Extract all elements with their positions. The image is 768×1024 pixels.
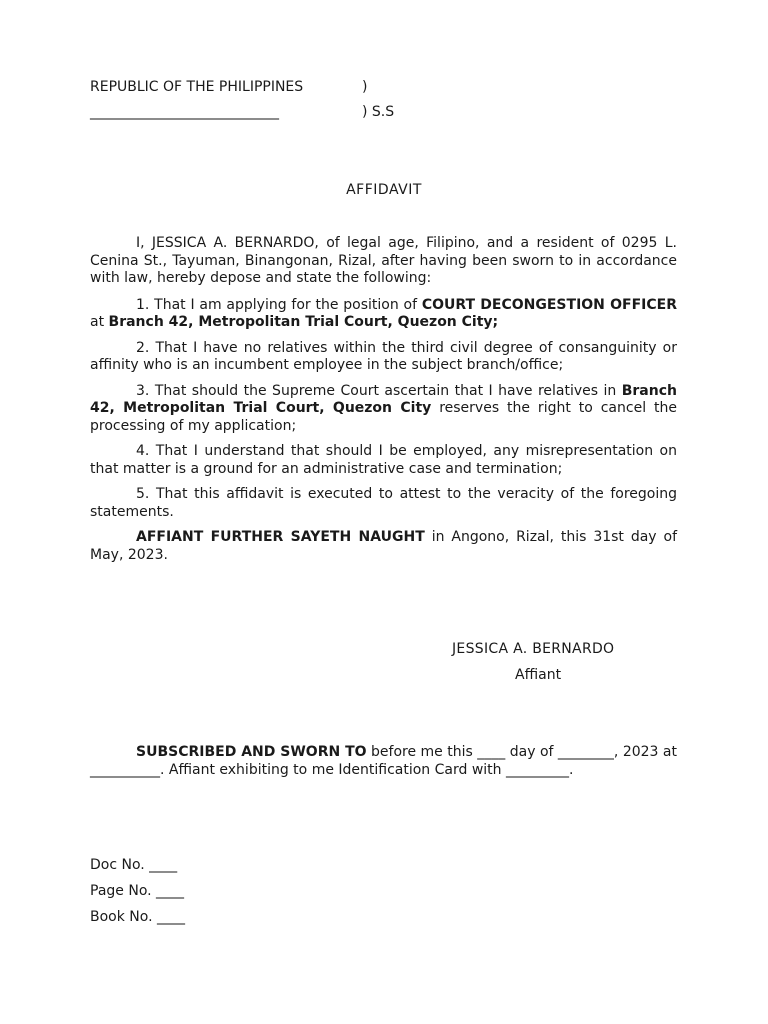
ss-marker: ) S.S	[362, 104, 395, 120]
item-5: 5. That this affidavit is executed to attest to the veracity of the foregoing statements.	[90, 486, 677, 520]
item-1: 1. That I am applying for the position of COURT DECONGESTION OFFICER at Branch 42, Metropolitan Trial Court, Quezon City;	[90, 296, 677, 330]
jurat-block	[90, 744, 677, 779]
document-title: AFFIDAVIT	[346, 182, 422, 198]
item-3: 3. That should the Supreme Court ascertain that I have relatives in Branch 42, Metropolitan Trial Court, Quezon City reserves the right to cancel the processing of my application;	[90, 382, 677, 434]
jurat-paragraph: SUBSCRIBED AND SWORN TO before me this ____ day of ________, 2023 at __________. Affiant exhibiting to me Identification Card with _________.	[90, 744, 677, 778]
affidavit-body	[90, 235, 677, 564]
closing-paragraph: AFFIANT FURTHER SAYETH NAUGHT in Angono, Rizal, this 31st day of May, 2023.	[90, 529, 677, 563]
affiant-label: Affiant	[515, 667, 562, 683]
header-paren: )	[362, 79, 368, 95]
item-2: 2. That I have no relatives within the third civil degree of consanguinity or affinity who is an incumbent employee in the subject branch/office;	[90, 339, 677, 373]
page-number: Page No. ____	[90, 883, 185, 899]
venue-blank-line: ___________________________	[90, 104, 279, 120]
book-number: Book No. ____	[90, 909, 185, 925]
affiant-name: JESSICA A. BERNARDO	[452, 641, 615, 657]
doc-number: Doc No. ____	[90, 857, 178, 873]
item-4: 4. That I understand that should I be employed, any misrepresentation on that matter is a ground for an administrative case and termination;	[90, 443, 677, 477]
republic-header: REPUBLIC OF THE PHILIPPINES	[90, 79, 304, 95]
intro-paragraph: I, JESSICA A. BERNARDO, of legal age, Filipino, and a resident of 0295 L. Cenina St., Tayuman, Binangonan, Rizal, after having been sworn to in accordance with law, hereby depose and state the following:	[90, 235, 677, 286]
